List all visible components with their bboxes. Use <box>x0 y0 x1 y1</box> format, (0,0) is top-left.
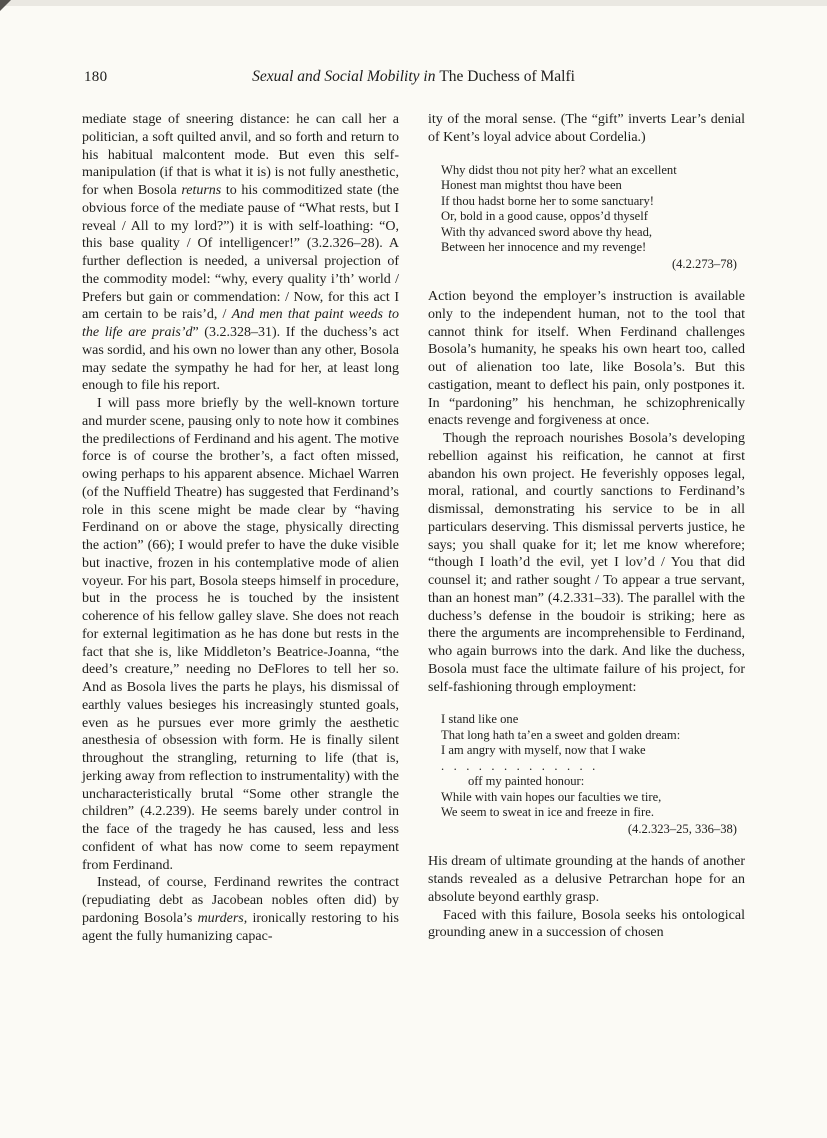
paragraph <box>428 907 745 943</box>
paragraph <box>428 288 745 430</box>
page-body <box>82 68 745 945</box>
text-columns <box>82 111 745 945</box>
text-run: , ironically restoring to his agent the fully humanizing capac- <box>82 910 399 944</box>
italic-text-run: murders <box>197 910 244 926</box>
verse-line: With thy advanced sword above thy head, <box>441 224 653 239</box>
paragraph <box>428 430 745 696</box>
verse-line: off my painted honour: <box>468 774 585 789</box>
page-header <box>82 68 745 92</box>
verse-quote <box>441 163 745 273</box>
text-run: His dream of ultimate grounding at the hands of another stands revealed as a delusive Petrarchan hope for an absolute beyond earthly grasp. <box>428 854 745 905</box>
verse-line: Why didst thou not pity her? what an excellent <box>441 162 677 177</box>
verse-line: Honest man mightst thou have been <box>441 178 622 192</box>
verse-line: I stand like one <box>441 712 519 727</box>
verse-line: Or, bold in a good cause, oppos’d thyself <box>441 209 648 223</box>
text-run: ity of the moral sense. (The “gift” inverts Lear’s denial of Kent’s loyal advice about Cordelia.) <box>428 112 745 145</box>
verse-quote <box>441 712 745 837</box>
paragraph <box>428 111 745 147</box>
verse-citation: (4.2.323–25, 336–38) <box>627 821 737 836</box>
running-head-title <box>82 68 745 86</box>
text-run: ” (3.2.328–31). If the duchess’s act was sordid, and his own no lower than any other, Bosola may sedate the sympathy he had for her, at least long enough to file his report. <box>82 325 400 394</box>
left-column <box>82 111 399 945</box>
verse-line: Between her innocence and my revenge! <box>441 240 647 254</box>
scan-corner-artifact <box>0 0 11 11</box>
text-run: The Duchess of Malfi <box>439 68 575 85</box>
verse-citation: (4.2.273–78) <box>671 256 737 271</box>
text-run: Faced with this failure, Bosola seeks his ontological grounding anew in a succession of chosen <box>428 907 745 941</box>
right-column <box>428 111 745 945</box>
text-run: to his commoditized state (the obvious force of the mediate pause of “What rests, but I reveal / All to my lord?”) it is with self-loathing: “O, this base quality / Of intelligencer!” (3.2.326–28). A further deflection is needed, a universal projection of the commodity model: “why, every quality i’th’ world / Prefers but gain or commendation: / Now, for this act I am certain to be rais’d, / <box>82 183 399 323</box>
italic-text-run: returns <box>181 183 222 198</box>
text-run: Instead, of course, Ferdinand rewrites the contract (repudiating debt as Jacobean nobles often did) by pardoning Bosola’s <box>82 875 399 926</box>
paragraph <box>82 874 399 945</box>
verse-line: . . . . . . . . . . . . . <box>441 758 596 773</box>
text-run: mediate stage of sneering distance: he can call her a politician, a soft quilted anvil, and so forth and return to his habitual malcontent mode. But even this self-manipulation (if that is what it is) is not fully anesthetic, for when Bosola <box>82 112 399 198</box>
verse-line: That long hath ta’en a sweet and golden dream: <box>441 727 681 742</box>
italic-text-run: Sexual and Social Mobility in <box>252 68 440 85</box>
verse-line: I am angry with myself, now that I wake <box>441 743 646 758</box>
text-run: I will pass more briefly by the well-known torture and murder scene, pausing only to note how it combines the predilections of Ferdinand and his agent. The motive force is of course the brother’s, a fact often missed, owing perhaps to his apparent absence. Michael Warren (of the Nuffield Theatre) has suggested that Ferdinand’s role in this scene might be made clear by “having Ferdinand on or above the stage, physically directing the action” (66); I would prefer to have the duke visible but inactive, frozen in his contemplative mode of alien voyeur. For his part, Bosola steeps himself in procedure, but in the process he is touched by the insistent coherence of his fellow galley slave. She does not reach for external legitimation as he has done but rests in the fact that she is, like Middleton’s Beatrice-Joanna, “the deed’s creature,” needing no DeFlores to tell her so. And as Bosola lives the parts he plays, his dismissal of earthly values besieges his increasingly stunted goals, even as he pursues ever more grimly the aesthetic anesthesia of obsession with form. He is finally silent throughout the strangling, returning to life (that is, jerking away from reflection to instrumentality) with the uncharacteristically brutal “Some other strangle the children” (4.2.239). He seems barely under control in the face of the tragedy he has caused, less and less confident of what has now come to seem repayment from Ferdinand. <box>82 396 399 873</box>
scan-edge-artifact <box>0 0 827 6</box>
text-run: Action beyond the employer’s instruction is available only to the independent human, not to the tool that cannot think for itself. When Ferdinand challenges Bosola’s humanity, he speaks his own heart too, called out of alienation too late, like Bosola’s. But this castigation, meant to deflect his pain, only postpones it. In “pardoning” his henchman, he schizophrenically enacts revenge and forgiveness at once. <box>428 289 745 429</box>
italic-text-run: And men that paint weeds to the life are prais’d <box>82 307 399 340</box>
verse-line: If thou hadst borne her to some sanctuary! <box>441 193 654 208</box>
paragraph <box>82 395 399 874</box>
page-number: 180 <box>84 69 108 85</box>
text-run: Though the reproach nourishes Bosola’s developing rebellion against his reification, he cannot at first abandon his own project. He feverishly opposes legal, moral, rational, and courtly sanctions to Ferdinand’s dismissal, demonstrating his service to be in all particulars deserving. This dismissal perverts justice, he says; you shall quake for it; let me know wherefore; “though I loath’d the evil, yet I lov’d / You that did counsel it; and rather sought / To appear a true servant, than an honest man” (4.2.331–33). The parallel with the duchess’s defense in the boudoir is striking; here as there the arguments are incomprehensible to Ferdinand, who again burrows into the dark. And like the duchess, Bosola must face the ultimate failure of his project, for self-fashioning through employment: <box>428 431 745 695</box>
paragraph <box>428 853 745 906</box>
paragraph <box>82 111 399 395</box>
verse-line: While with vain hopes our faculties we tire, <box>441 789 662 804</box>
verse-line: We seem to sweat in ice and freeze in fire. <box>441 805 654 820</box>
